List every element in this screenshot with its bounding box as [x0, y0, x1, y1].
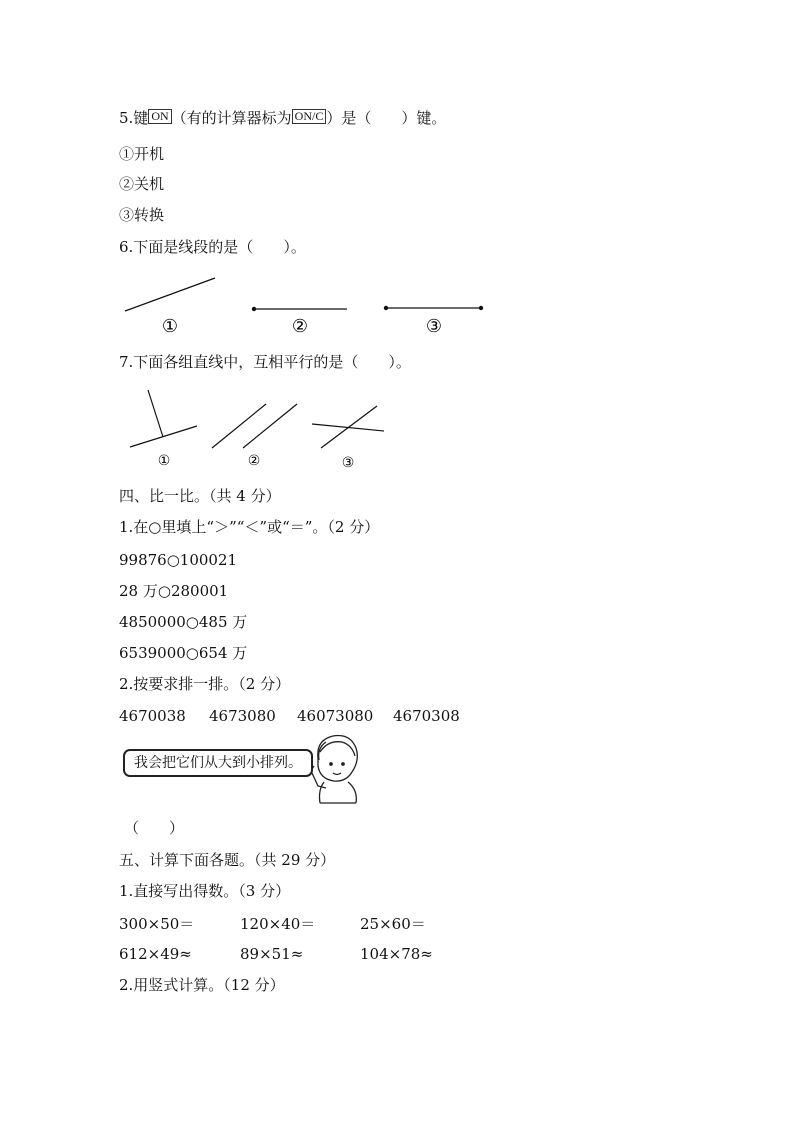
q6-endpoint	[252, 307, 256, 311]
onc-key-box: ON/C	[292, 109, 327, 124]
section5-title: 五、计算下面各题。（共 29 分）	[119, 851, 336, 869]
q5-option-3: ③转换	[119, 206, 165, 224]
q7-label-3: ③	[341, 455, 355, 471]
q5-middle: （有的计算器标为	[171, 109, 292, 127]
speech-bubble: 我会把它们从大到小排列。	[123, 749, 313, 777]
calc-item: 89×51≈	[240, 945, 304, 963]
q6-line-1	[125, 278, 215, 311]
q6-endpoint	[479, 306, 483, 310]
q5-option-2: ②关机	[119, 175, 165, 193]
on-key-box: ON	[148, 109, 171, 124]
calc-item: 120×40＝	[240, 915, 316, 933]
calc-item: 300×50＝	[119, 915, 195, 933]
s4-q2-question: 2.按要求排一排。（2 分）	[119, 675, 291, 693]
s5-q2-question: 2.用竖式计算。（12 分）	[119, 976, 285, 994]
q7-line-1b	[130, 426, 197, 447]
calc-item: 104×78≈	[360, 945, 433, 963]
q7-line-1a	[148, 390, 163, 437]
number-3: 46073080	[297, 707, 374, 725]
s5-q1-question: 1.直接写出得数。（3 分）	[119, 882, 291, 900]
section4-title: 四、比一比。（共 4 分）	[119, 487, 281, 505]
q7-line-2b	[243, 404, 297, 448]
q6-label-2: ②	[291, 316, 309, 337]
q5-prefix: 5.键	[119, 109, 149, 127]
compare-item: 4850000○485 万	[119, 613, 248, 631]
q5-suffix: ）是（ ）键。	[326, 109, 447, 127]
compare-item: 28 万○280001	[119, 582, 229, 600]
number-2: 4673080	[209, 707, 276, 725]
q6-label-1: ①	[161, 316, 179, 337]
compare-item: 99876○100021	[119, 551, 238, 569]
q7-question: 7.下面各组直线中，互相平行的是（ ）。	[119, 353, 411, 371]
number-4: 4670308	[393, 707, 460, 725]
q6-endpoint	[384, 306, 388, 310]
calc-item: 25×60＝	[360, 915, 426, 933]
q7-label-1: ①	[157, 453, 171, 469]
calc-item: 612×49≈	[119, 945, 192, 963]
child-illustration	[310, 736, 357, 804]
q6-question: 6.下面是线段的是（ ）。	[119, 238, 306, 256]
q7-line-2a	[212, 404, 266, 448]
s4-q1-question: 1.在○里填上“＞”“＜”或“＝”。（2 分）	[119, 518, 380, 536]
q6-label-3: ③	[425, 316, 443, 337]
compare-item: 6539000○654 万	[119, 644, 248, 662]
q7-label-2: ②	[247, 453, 261, 469]
q5-option-1: ①开机	[119, 145, 165, 163]
answer-blank: （ ）	[124, 819, 185, 837]
number-1: 4670038	[119, 707, 186, 725]
q7-line-3b	[312, 424, 384, 431]
